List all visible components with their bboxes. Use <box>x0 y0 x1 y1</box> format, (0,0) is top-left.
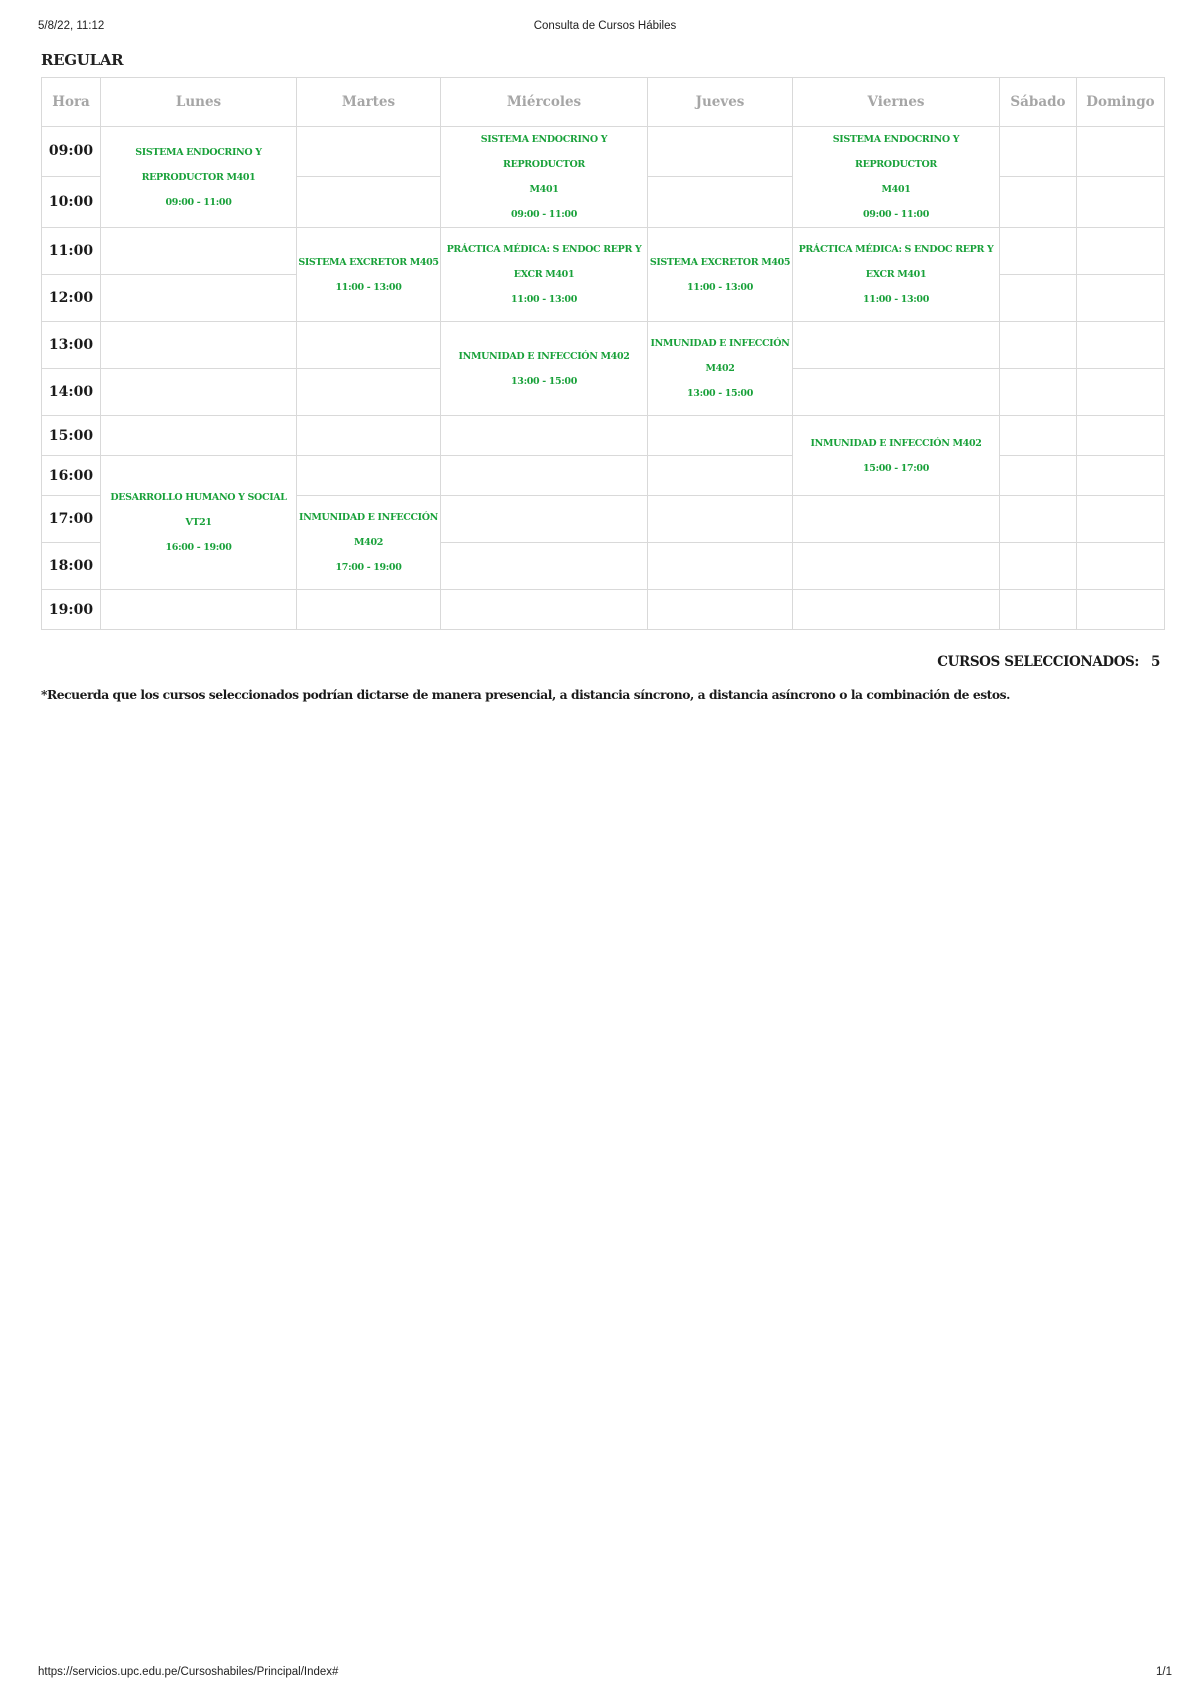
selected-courses-label: CURSOS SELECCIONADOS: <box>937 654 1139 670</box>
course-block[interactable] <box>297 496 441 590</box>
empty-slot <box>1000 228 1077 275</box>
empty-slot <box>1077 127 1165 177</box>
hour-label: 18:00 <box>42 543 101 590</box>
header-viernes: Viernes <box>793 78 1000 127</box>
course-block[interactable] <box>441 322 648 416</box>
schedule-table <box>41 77 1165 630</box>
print-datetime: 5/8/22, 11:12 <box>38 20 105 32</box>
print-header <box>38 20 1172 36</box>
empty-slot <box>101 322 297 369</box>
empty-slot <box>441 590 648 630</box>
empty-slot <box>1077 496 1165 543</box>
course-name: INMUNIDAD E INFECCIÓN <box>298 512 439 523</box>
header-jueves: Jueves <box>648 78 793 127</box>
course-name: M401 <box>881 184 911 195</box>
schedule-row-0900 <box>42 127 1165 177</box>
empty-slot <box>297 369 441 416</box>
course-time: 09:00 - 11:00 <box>511 209 577 220</box>
empty-slot <box>648 127 793 177</box>
print-page-number: 1/1 <box>1156 1666 1172 1678</box>
empty-slot <box>1077 322 1165 369</box>
hour-label: 16:00 <box>42 456 101 496</box>
empty-slot <box>1000 456 1077 496</box>
empty-slot <box>101 369 297 416</box>
hour-label: 11:00 <box>42 228 101 275</box>
course-block[interactable] <box>101 456 297 590</box>
course-block[interactable] <box>297 228 441 322</box>
empty-slot <box>1077 228 1165 275</box>
empty-slot <box>793 369 1000 416</box>
empty-slot <box>1000 416 1077 456</box>
empty-slot <box>1077 176 1165 227</box>
header-miercoles: Miércoles <box>441 78 648 127</box>
hour-label: 13:00 <box>42 322 101 369</box>
empty-slot <box>793 496 1000 543</box>
empty-slot <box>1077 590 1165 630</box>
course-name: SISTEMA EXCRETOR M405 <box>649 256 791 268</box>
course-name: PRÁCTICA MÉDICA: S ENDOC REPR Y <box>798 244 994 255</box>
hour-label: 09:00 <box>42 127 101 177</box>
empty-slot <box>648 496 793 543</box>
course-time: 16:00 - 19:00 <box>165 542 232 553</box>
course-time: 11:00 - 13:00 <box>687 281 753 293</box>
hour-label: 14:00 <box>42 369 101 416</box>
empty-slot <box>793 322 1000 369</box>
hour-label: 19:00 <box>42 590 101 630</box>
course-time: 11:00 - 13:00 <box>863 294 929 305</box>
empty-slot <box>441 543 648 590</box>
course-name: REPRODUCTOR M401 <box>141 171 256 183</box>
empty-slot <box>1000 369 1077 416</box>
empty-slot <box>1000 543 1077 590</box>
print-title: Consulta de Cursos Hábiles <box>533 20 677 32</box>
empty-slot <box>793 590 1000 630</box>
empty-slot <box>1077 456 1165 496</box>
empty-slot <box>297 322 441 369</box>
course-block[interactable] <box>793 127 1000 228</box>
hour-label: 15:00 <box>42 416 101 456</box>
schedule-header-row <box>42 78 1165 127</box>
print-url: https://servicios.upc.edu.pe/Cursoshabiles/Principal/Index# <box>38 1666 339 1678</box>
empty-slot <box>101 590 297 630</box>
empty-slot <box>1077 275 1165 322</box>
course-block[interactable] <box>793 416 1000 496</box>
course-block[interactable] <box>793 228 1000 322</box>
schedule-row-1500 <box>42 416 1165 456</box>
empty-slot <box>1000 322 1077 369</box>
empty-slot <box>648 543 793 590</box>
header-hora: Hora <box>42 78 101 127</box>
course-name: INMUNIDAD E INFECCIÓN M402 <box>458 350 630 362</box>
empty-slot <box>1000 275 1077 322</box>
course-time: 17:00 - 19:00 <box>335 562 402 573</box>
empty-slot <box>441 496 648 543</box>
empty-slot <box>101 275 297 322</box>
course-name: DESARROLLO HUMANO Y SOCIAL <box>110 492 287 503</box>
course-name: EXCR M401 <box>513 269 575 280</box>
course-name: VT21 <box>185 517 212 528</box>
empty-slot <box>1000 590 1077 630</box>
empty-slot <box>1077 369 1165 416</box>
course-name: SISTEMA ENDOCRINO Y REPRODUCTOR <box>480 134 608 170</box>
modality-note: *Recuerda que los cursos seleccionados podrían dictarse de manera presencial, a distancia síncrono, a distancia asíncrono o la combinación de estos. <box>41 687 1010 702</box>
empty-slot <box>648 176 793 227</box>
empty-slot <box>1077 416 1165 456</box>
course-name: PRÁCTICA MÉDICA: S ENDOC REPR Y <box>446 244 642 255</box>
course-block[interactable] <box>441 228 648 322</box>
section-title: REGULAR <box>41 51 124 69</box>
hour-label: 12:00 <box>42 275 101 322</box>
schedule-row-1100 <box>42 228 1165 275</box>
schedule-row-1300 <box>42 322 1165 369</box>
course-name: SISTEMA ENDOCRINO Y REPRODUCTOR <box>832 134 960 170</box>
empty-slot <box>101 416 297 456</box>
course-block[interactable] <box>101 127 297 228</box>
course-time: 11:00 - 13:00 <box>335 281 402 293</box>
empty-slot <box>1000 127 1077 177</box>
empty-slot <box>101 228 297 275</box>
course-name: INMUNIDAD E INFECCIÓN M402 <box>810 437 982 449</box>
empty-slot <box>1077 543 1165 590</box>
empty-slot <box>1000 176 1077 227</box>
course-time: 13:00 - 15:00 <box>687 388 753 399</box>
empty-slot <box>441 456 648 496</box>
course-time: 15:00 - 17:00 <box>863 462 929 474</box>
header-domingo: Domingo <box>1077 78 1165 127</box>
course-time: 11:00 - 13:00 <box>511 294 577 305</box>
empty-slot <box>297 176 441 227</box>
course-block[interactable] <box>648 322 793 416</box>
course-time: 09:00 - 11:00 <box>165 196 232 208</box>
course-block[interactable] <box>648 228 793 322</box>
course-block[interactable] <box>441 127 648 228</box>
schedule-row-1900 <box>42 590 1165 630</box>
empty-slot <box>1000 496 1077 543</box>
course-name: M401 <box>529 184 559 195</box>
hour-label: 10:00 <box>42 176 101 227</box>
header-martes: Martes <box>297 78 441 127</box>
selected-courses-count: 5 <box>1151 654 1160 670</box>
course-time: 13:00 - 15:00 <box>511 375 577 387</box>
empty-slot <box>648 590 793 630</box>
course-name: M402 <box>705 363 735 374</box>
empty-slot <box>648 456 793 496</box>
header-sabado: Sábado <box>1000 78 1077 127</box>
course-name: SISTEMA EXCRETOR M405 <box>298 256 439 268</box>
empty-slot <box>441 416 648 456</box>
empty-slot <box>297 456 441 496</box>
course-name: M402 <box>354 537 383 548</box>
course-name: INMUNIDAD E INFECCIÓN <box>650 338 790 349</box>
empty-slot <box>793 543 1000 590</box>
header-lunes: Lunes <box>101 78 297 127</box>
hour-label: 17:00 <box>42 496 101 543</box>
course-name: SISTEMA ENDOCRINO Y <box>135 146 262 158</box>
empty-slot <box>297 416 441 456</box>
empty-slot <box>297 590 441 630</box>
empty-slot <box>648 416 793 456</box>
print-footer <box>38 1666 1172 1682</box>
course-time: 09:00 - 11:00 <box>863 209 929 220</box>
selected-courses-total <box>937 654 1160 670</box>
course-name: EXCR M401 <box>865 269 927 280</box>
empty-slot <box>297 127 441 177</box>
